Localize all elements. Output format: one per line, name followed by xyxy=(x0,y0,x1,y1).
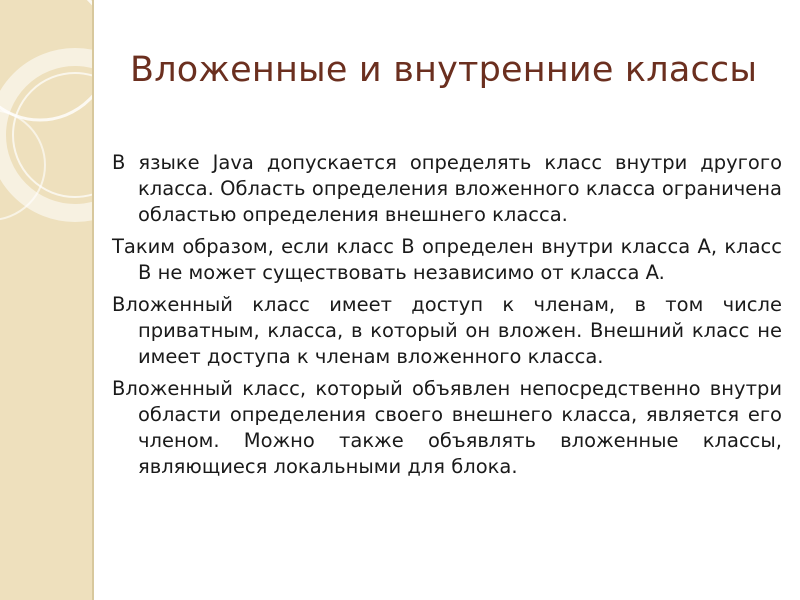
paragraph: Вложенный класс имеет доступ к членам, в том числе приватным, класса, в который он вложен. Внешний класс не имеет доступа к членам вложенного класса. xyxy=(112,293,782,368)
paragraph: Вложенный класс, который объявлен непосредственно внутри области определения своего внешнего класса, является его членом. Можно также объявлять вложенные классы, являющиеся локальными для блока. xyxy=(112,377,782,478)
paragraph: В языке Java допускается определять класс внутри другого класса. Область определения вложенного класса ограничена областью определения внешнего класса. xyxy=(112,151,782,226)
slide-body xyxy=(112,150,782,486)
decorative-side-band xyxy=(0,0,92,600)
paragraph: Таким образом, если класс B определен внутри класса A, класс B не может существовать независимо от класса A. xyxy=(112,235,782,284)
band-divider xyxy=(92,0,94,600)
decorative-circles xyxy=(0,0,92,600)
slide-title: Вложенные и внутренние классы xyxy=(130,50,758,90)
